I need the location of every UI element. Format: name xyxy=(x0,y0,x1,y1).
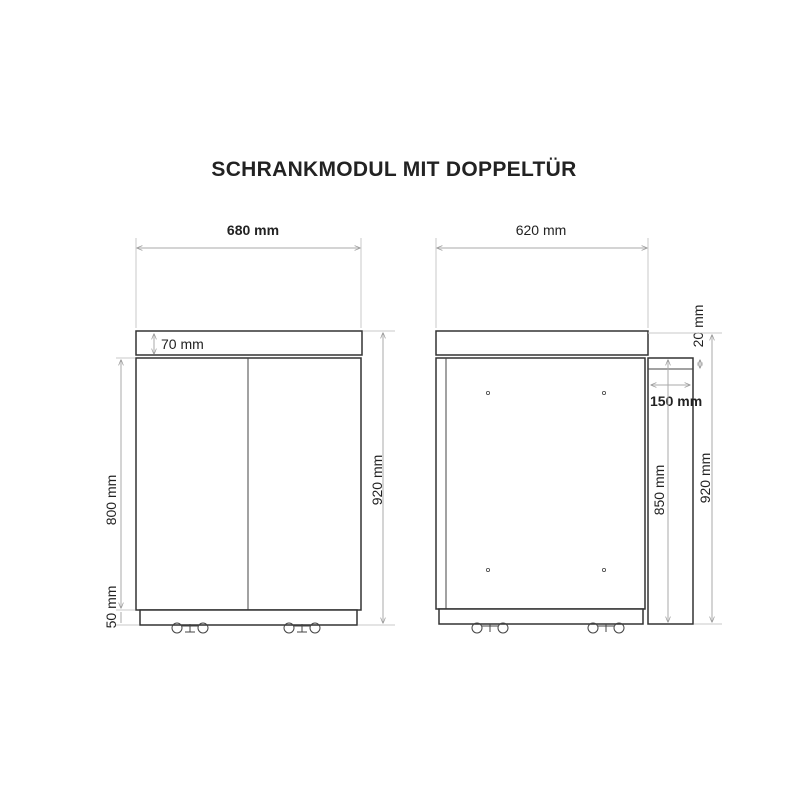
panel-width-label: 150 mm xyxy=(650,393,703,409)
countertop-label: 70 mm xyxy=(161,336,204,352)
door-height-label: 800 mm xyxy=(103,474,119,526)
panel-height-label: 850 mm xyxy=(651,464,667,516)
page-title: SCHRANKMODUL MIT DOPPELTÜR xyxy=(211,158,577,181)
side-plinth xyxy=(439,609,643,624)
front-total-height-label: 920 mm xyxy=(369,454,385,506)
plinth xyxy=(140,610,357,625)
width-label: 680 mm xyxy=(226,222,280,238)
side-countertop xyxy=(436,331,648,355)
side-cabinet-body xyxy=(436,358,645,609)
front-view xyxy=(103,222,395,633)
top-thickness-label: 20 mm xyxy=(690,304,706,348)
side-total-height-label: 920 mm xyxy=(697,452,713,504)
depth-label: 620 mm xyxy=(515,222,567,238)
plinth-label: 50 mm xyxy=(103,585,119,629)
side-view xyxy=(436,222,722,633)
